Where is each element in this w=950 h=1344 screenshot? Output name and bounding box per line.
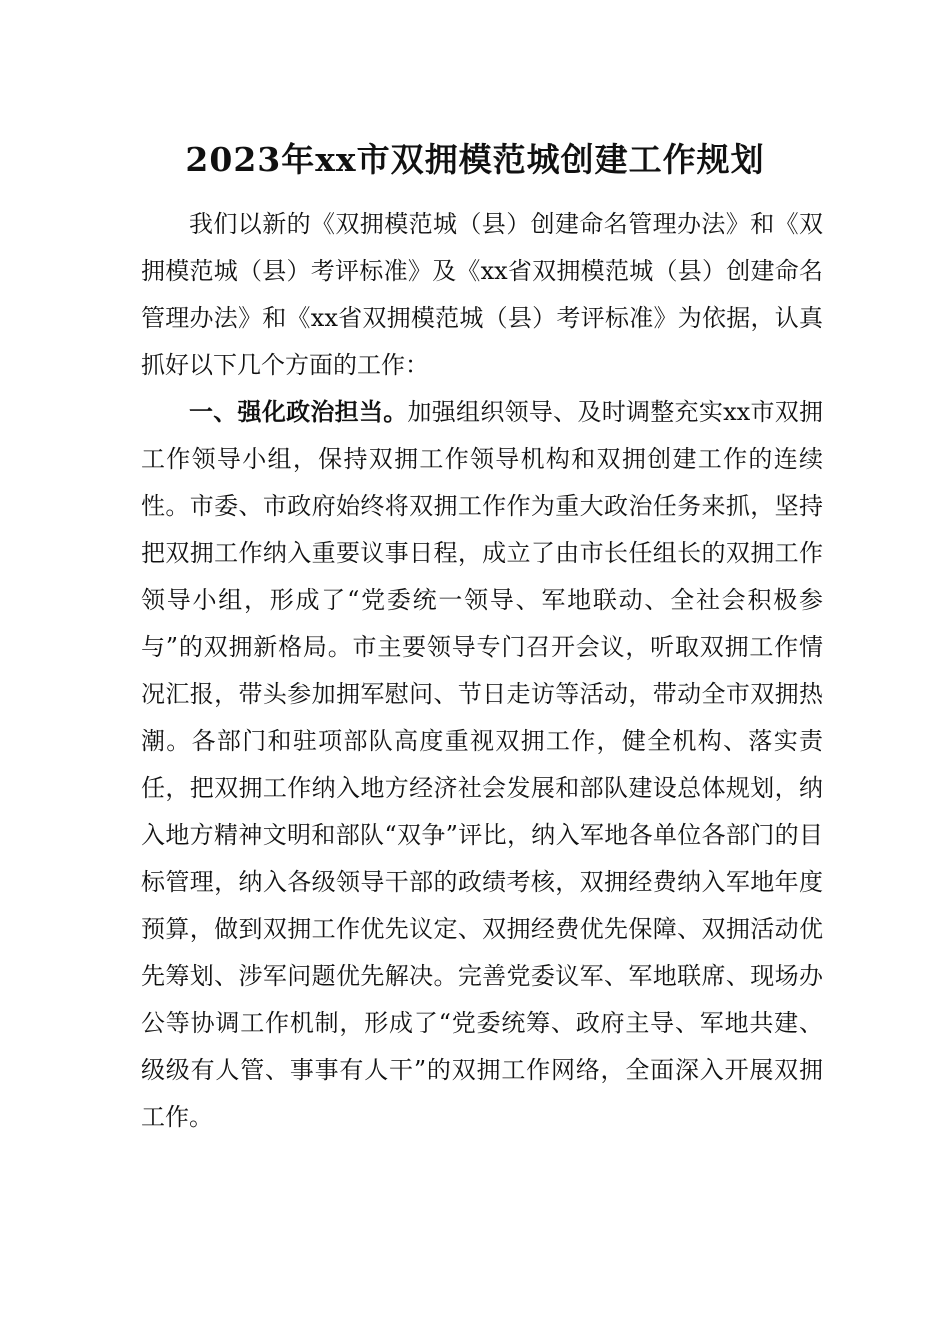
intro-paragraph: 我们以新的《双拥模范城（县）创建命名管理办法》和《双拥模范城（县）考评标准》及《xx省双拥模范城（县）创建命名管理办法》和《xx省双拥模范城（县）考评标准》为依据，认真抓好以下几个方面的工作： (141, 210, 823, 379)
section-1-heading: 一、强化政治担当。 (189, 398, 408, 426)
section-1-text: 加强组织领导、及时调整充实xx市双拥工作领导小组，保持双拥工作领导机构和双拥创建工作的连续性。市委、市政府始终将双拥工作作为重大政治任务来抓，坚持把双拥工作纳入重要议事日程，成立了由市长任组长的双拥工作领导小组，形成了“党委统一领导、军地联动、全社会积极参与”的双拥新格局。市主要领导专门召开会议，听取双拥工作情况汇报，带头参加拥军慰问、节日走访等活动，带动全市双拥热潮。各部门和驻项部队高度重视双拥工作，健全机构、落实责任，把双拥工作纳入地方经济社会发展和部队建设总体规划，纳入地方精神文明和部队“双争”评比，纳入军地各单位各部门的目标管理，纳入各级领导干部的政绩考核，双拥经费纳入军地年度预算，做到双拥工作优先议定、双拥经费优先保障、双拥活动优先筹划、涉军问题优先解决。完善党委议军、军地联席、现场办公等协调工作机制，形成了“党委统筹、政府主导、军地共建、级级有人管、事事有人干”的双拥工作网络，全面深入开展双拥工作。 (141, 398, 823, 1131)
document-title: 2023年xx市双拥模范城创建工作规划 (185, 140, 765, 179)
document-body (141, 201, 823, 1141)
section-1-paragraph (141, 389, 823, 1141)
